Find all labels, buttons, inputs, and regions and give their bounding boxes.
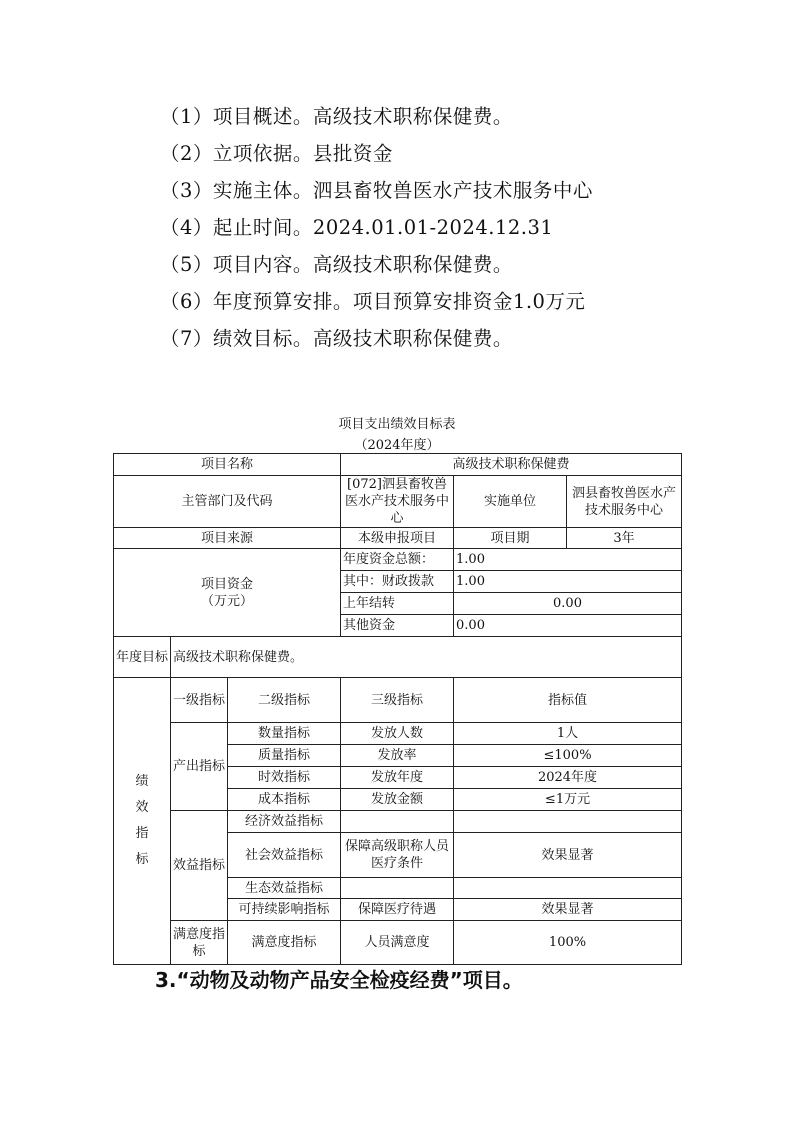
table-row <box>114 811 682 833</box>
output-level2-quality: 质量指标 <box>228 745 341 767</box>
satisfaction-level3: 人员满意度 <box>341 921 454 965</box>
summary-content: （5）项目内容。高级技术职称保健费。 <box>160 253 513 276</box>
table-year: （2024年度） <box>354 438 440 453</box>
benefit-level3-ecological <box>341 878 454 899</box>
summary-period: （4）起止时间。2024.01.01-2024.12.31 <box>160 216 554 239</box>
table-title: 项目支出绩效目标表 <box>338 417 456 432</box>
funds-fiscal-value: 1.00 <box>454 571 682 593</box>
project-name-label: 项目名称 <box>114 454 341 476</box>
output-value-timeliness: 2024年度 <box>454 767 682 789</box>
header-level1: 一级指标 <box>171 678 228 723</box>
output-indicators-label: 产出指标 <box>171 723 228 811</box>
header-level3: 三级指标 <box>341 678 454 723</box>
benefit-level3-economic <box>341 811 454 833</box>
benefit-level2-social: 社会效益指标 <box>228 833 341 878</box>
header-level2: 二级指标 <box>228 678 341 723</box>
output-value-quantity: 1人 <box>454 723 682 745</box>
funds-label: 项目资金 <box>201 576 254 592</box>
benefit-level3-sustainable: 保障医疗待遇 <box>341 899 454 921</box>
output-level2-quantity: 数量指标 <box>228 723 341 745</box>
impl-value: 泗县畜牧兽医水产技术服务中心 <box>567 476 682 528</box>
source-value: 本级申报项目 <box>341 528 454 549</box>
satisfaction-level2: 满意度指标 <box>228 921 341 965</box>
period-value: 3年 <box>567 528 682 549</box>
annual-goal-label: 年度目标 <box>114 637 171 678</box>
summary-goal: （7）绩效目标。高级技术职称保健费。 <box>160 327 513 350</box>
table-row <box>114 476 682 528</box>
output-level3-timeliness: 发放年度 <box>341 767 454 789</box>
impl-label: 实施单位 <box>454 476 567 528</box>
summary-budget: （6）年度预算安排。项目预算安排资金1.0万元 <box>160 290 586 313</box>
header-value: 指标值 <box>454 678 682 723</box>
output-level2-timeliness: 时效指标 <box>228 767 341 789</box>
output-level3-cost: 发放金额 <box>341 789 454 811</box>
funds-total-value: 1.00 <box>454 549 682 571</box>
benefit-value-social: 效果显著 <box>454 833 682 878</box>
table-row <box>114 678 682 723</box>
benefit-level2-ecological: 生态效益指标 <box>228 878 341 899</box>
output-value-quality: ≤100% <box>454 745 682 767</box>
funds-fiscal-label: 其中：财政拨款 <box>341 571 454 593</box>
benefit-level3-social: 保障高级职称人员医疗条件 <box>341 833 454 878</box>
source-label: 项目来源 <box>114 528 341 549</box>
section-heading-next: 3.“动物及动物产品安全检疫经费”项目。 <box>155 968 523 992</box>
funds-other-label: 其他资金 <box>341 615 454 637</box>
project-name-value: 高级技术职称保健费 <box>341 454 682 476</box>
table-row <box>114 549 682 571</box>
summary-overview: （1）项目概述。高级技术职称保健费。 <box>160 105 513 128</box>
benefit-indicators-label: 效益指标 <box>171 811 228 921</box>
summary-entity: （3）实施主体。泗县畜牧兽医水产技术服务中心 <box>160 179 593 202</box>
period-label: 项目期 <box>454 528 567 549</box>
table-row <box>114 454 682 476</box>
funds-total-label: 年度资金总额： <box>341 549 454 571</box>
table-row <box>114 528 682 549</box>
dept-label: 主管部门及代码 <box>114 476 341 528</box>
benefit-value-economic <box>454 811 682 833</box>
benefit-level2-sustainable: 可持续影响指标 <box>228 899 341 921</box>
funds-carryover-label: 上年结转 <box>341 593 454 615</box>
table-row <box>114 723 682 745</box>
benefit-value-ecological <box>454 878 682 899</box>
indicators-label-text: 绩效指标 <box>135 774 149 867</box>
annual-goal-value: 高级技术职称保健费。 <box>171 637 682 678</box>
benefit-value-sustainable: 效果显著 <box>454 899 682 921</box>
output-level2-cost: 成本指标 <box>228 789 341 811</box>
benefit-level2-economic: 经济效益指标 <box>228 811 341 833</box>
output-value-cost: ≤1万元 <box>454 789 682 811</box>
output-level3-quality: 发放率 <box>341 745 454 767</box>
funds-other-value: 0.00 <box>454 615 682 637</box>
satisfaction-indicators-label: 满意度指标 <box>171 921 228 965</box>
funds-label-cell <box>114 549 341 637</box>
funds-unit: （万元） <box>201 593 254 609</box>
project-summary-list <box>160 98 593 357</box>
table-row <box>114 921 682 965</box>
summary-basis: （2）立项依据。县批资金 <box>160 142 393 165</box>
table-row <box>114 637 682 678</box>
indicators-label <box>114 678 171 965</box>
satisfaction-value: 100% <box>454 921 682 965</box>
dept-value: [072]泗县畜牧兽医水产技术服务中心 <box>341 476 454 528</box>
output-level3-quantity: 发放人数 <box>341 723 454 745</box>
performance-target-table <box>113 453 682 965</box>
funds-carryover-value: 0.00 <box>454 593 682 615</box>
